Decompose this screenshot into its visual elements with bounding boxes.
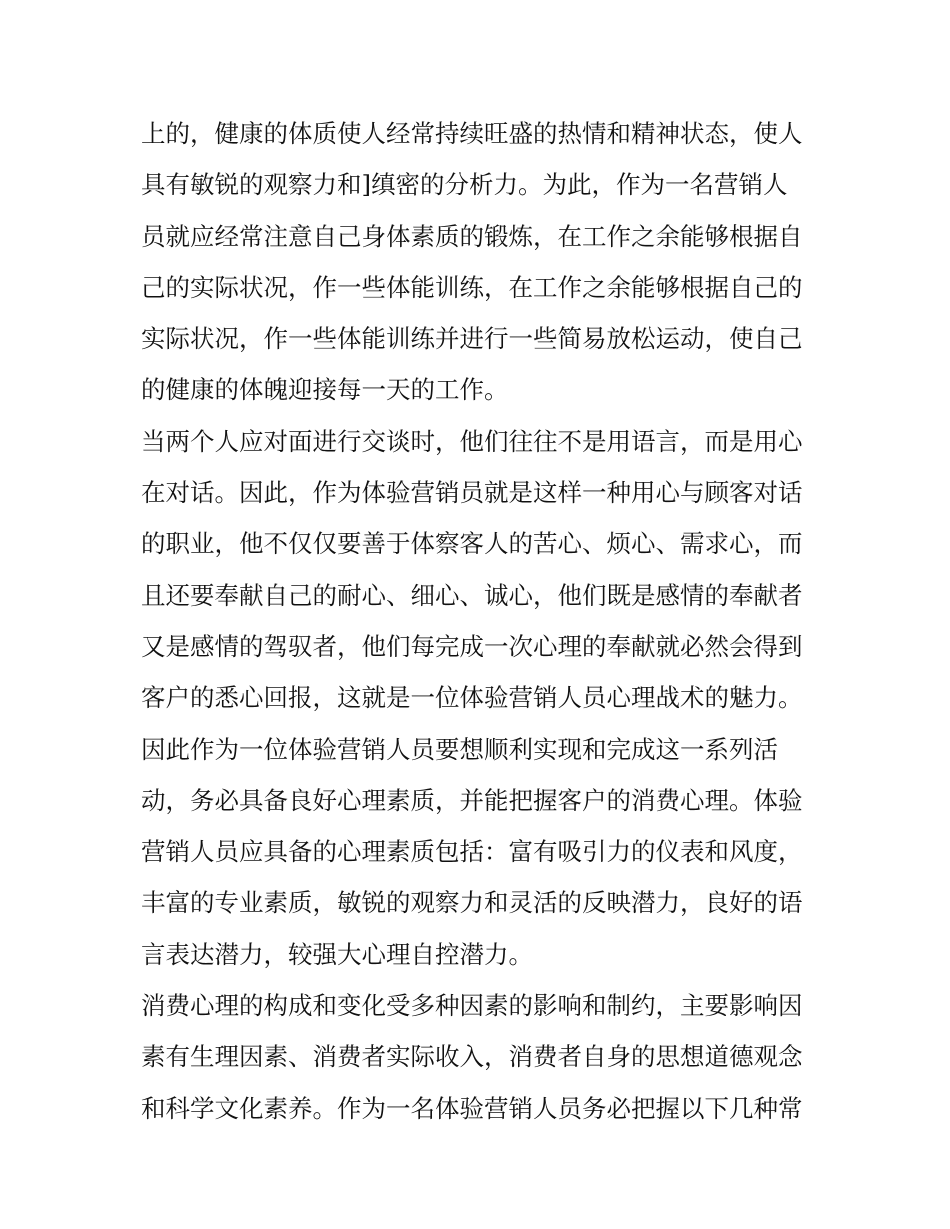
text-line: 具有敏锐的观察力和]缜密的分析力。为此，作为一名营销人 bbox=[141, 170, 788, 200]
text-line: 上的，健康的体质使人经常持续旺盛的热情和精神状态，使人 bbox=[141, 119, 803, 148]
text-line: 丰富的专业素质，敏锐的观察力和灵活的反映潜力，良好的语 bbox=[141, 888, 803, 918]
text-line: 营销人员应具备的心理素质包括：富有吸引力的仪表和风度， bbox=[141, 837, 803, 867]
text-line: 素有生理因素、消费者实际收入，消费者自身的思想道德观念 bbox=[141, 1042, 803, 1072]
text-line: 又是感情的驾驭者，他们每完成一次心理的奉献就必然会得到 bbox=[141, 631, 803, 661]
text-line: 实际状况，作一些体能训练并进行一些简易放松运动，使自己 bbox=[141, 324, 803, 354]
text-line: 的职业，他不仅仅要善于体察客人的苦心、烦心、需求心，而 bbox=[141, 529, 803, 559]
text-line: 在对话。因此，作为体验营销员就是这样一种用心与顾客对话 bbox=[141, 478, 803, 508]
text-line: 的健康的体魄迎接每一天的工作。 bbox=[141, 375, 509, 405]
text-line: 当两个人应对面进行交谈时，他们往往不是用语言，而是用心 bbox=[141, 426, 803, 456]
text-line: 动，务必具备良好心理素质，并能把握客户的消费心理。体验 bbox=[141, 785, 803, 815]
text-line: 且还要奉献自己的耐心、细心、诚心，他们既是感情的奉献者 bbox=[141, 580, 803, 610]
text-line: 消费心理的构成和变化受多种因素的影响和制约，主要影响因 bbox=[141, 991, 803, 1021]
text-line: 言表达潜力，较强大心理自控潜力。 bbox=[141, 939, 533, 969]
text-line: 因此作为一位体验营销人员要想顺利实现和完成这一系列活 bbox=[141, 734, 778, 764]
text-line: 己的实际状况，作一些体能训练，在工作之余能够根据自己的 bbox=[141, 272, 803, 302]
text-line: 客户的悉心回报，这就是一位体验营销人员心理战术的魅力。 bbox=[141, 683, 803, 713]
body-text bbox=[141, 108, 821, 1134]
text-line: 员就应经常注意自己身体素质的锻炼，在工作之余能够根据自 bbox=[141, 221, 803, 251]
text-line: 和科学文化素养。作为一名体验营销人员务必把握以下几种常 bbox=[141, 1093, 803, 1123]
